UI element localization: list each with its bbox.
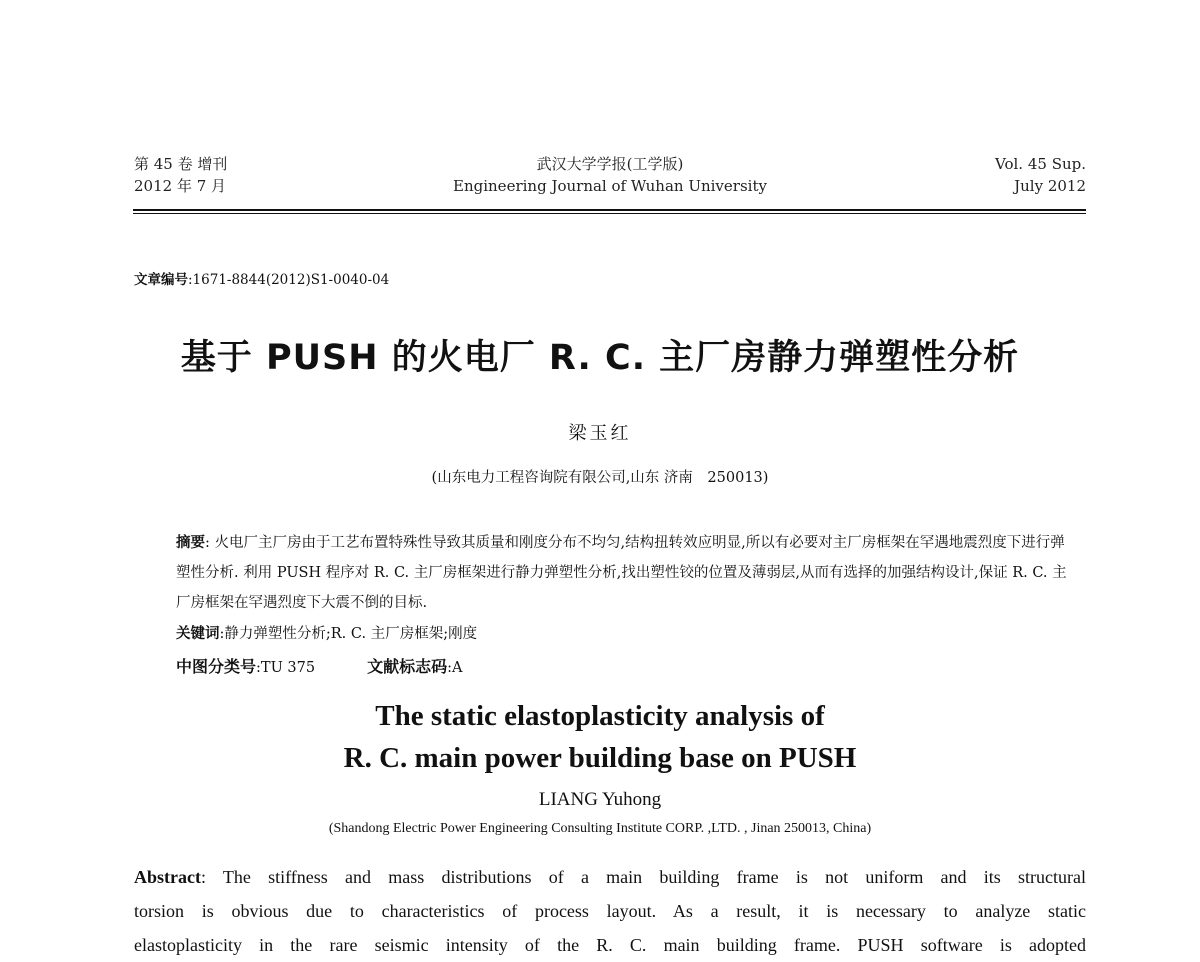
abstract-en-line2: torsion is obvious due to characteristics of process layout. As a result, it is necessary to analyze static — [134, 901, 1086, 921]
journal-en: Engineering Journal of Wuhan University — [453, 177, 767, 195]
clc-label: 中图分类号 — [176, 657, 257, 676]
clc-value: :TU 375 — [256, 660, 316, 676]
date-cn: 2012 年 7 月 — [134, 177, 227, 195]
abstract-en-text1: : The stiffness and mass distributions of a main building frame is not uniform and its structural — [200, 867, 1086, 887]
affiliation-cn: (山东电力工程咨询院有限公司,山东 济南 250013) — [431, 470, 769, 486]
header-right — [995, 153, 1086, 197]
article-number — [134, 268, 389, 288]
header-left — [134, 153, 227, 197]
doc-code-value: :A — [447, 660, 463, 676]
title-cn: 基于 PUSH 的火电厂 R. C. 主厂房静力弹塑性分析 — [180, 338, 1020, 378]
volume-en: Vol. 45 Sup. — [995, 155, 1086, 173]
volume-cn: 第 45 卷 增刊 — [134, 155, 228, 173]
abstract-en-label: Abstract — [134, 867, 201, 887]
classification — [176, 654, 462, 681]
author-en: LIANG Yuhong — [538, 789, 662, 810]
abstract-en-line3: elastoplasticity in the rare seismic intensity of the R. C. main building frame. PUSH software is adopted — [134, 935, 1086, 955]
abstract-cn-label: 摘要 — [176, 535, 205, 551]
article-number-value: :1671-8844(2012)S1-0040-04 — [188, 272, 390, 288]
abstract-en-line1 — [134, 860, 1086, 894]
date-en: July 2012 — [1014, 177, 1086, 195]
doc-code-label: 文献标志码 — [367, 657, 448, 676]
abstract-en — [134, 860, 1086, 962]
journal-cn: 武汉大学学报(工学版) — [536, 155, 684, 173]
header-rule-thin — [133, 213, 1086, 214]
abstract-cn-text: : 火电厂主厂房由于工艺布置特殊性导致其质量和刚度分布不均匀,结构扭转效应明显,所以有必要对主厂房框架在罕遇地震烈度下进行弹塑性分析. 利用 PUSH 程序对 R. C. 主厂房框架进行静力弹塑性分析,找出塑性铰的位置及薄弱层,从而有选择的加强结构设计,保证 R. C. 主厂房框架在罕遇烈度下大震不倒的目标. — [176, 535, 1067, 611]
affiliation-en: (Shandong Electric Power Engineering Consulting Institute CORP. ,LTD. , Jinan 250013, China) — [328, 821, 872, 836]
keywords-cn — [176, 621, 477, 647]
title-en-line2: R. C. main power building base on PUSH — [343, 742, 857, 774]
keywords-cn-text: :静力弹塑性分析;R. C. 主厂房框架;刚度 — [219, 626, 478, 642]
author-cn: 梁玉红 — [568, 423, 632, 444]
abstract-cn — [176, 528, 1076, 618]
header-center — [400, 153, 820, 197]
article-number-label: 文章编号 — [134, 272, 188, 288]
title-en-line1: The static elastoplasticity analysis of — [375, 700, 825, 732]
header-rule-thick — [133, 209, 1086, 211]
keywords-cn-label: 关键词 — [176, 626, 220, 642]
